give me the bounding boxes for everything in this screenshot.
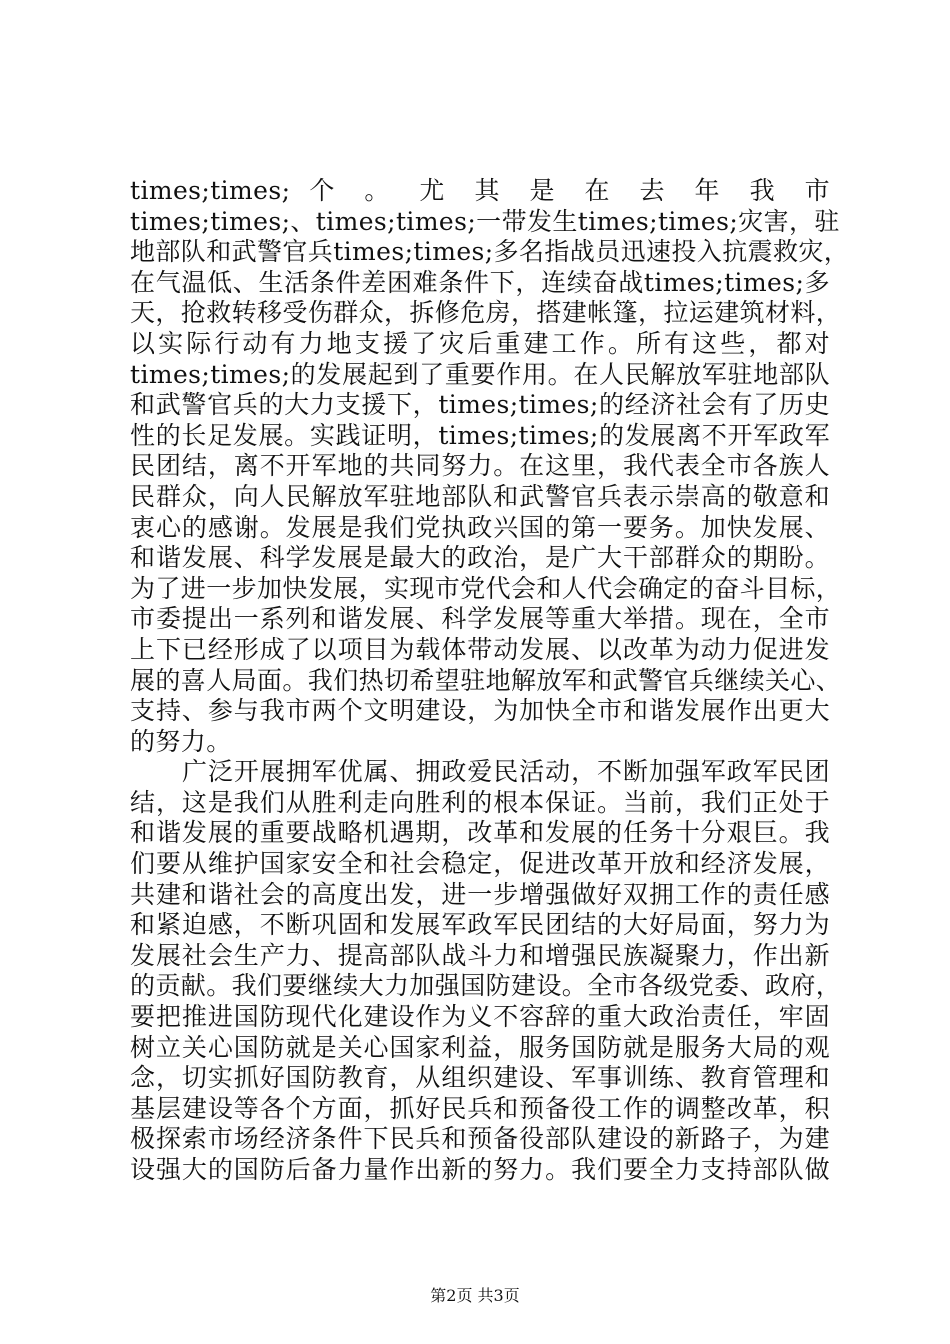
text-line: 的努力。 [130,726,232,756]
text-line: 共建和谐社会的高度出发，进一步增强做好双拥工作的责任感 [130,879,830,909]
text-line: 念，切实抓好国防教育，从组织建设、军事训练、教育管理和 [130,1063,830,1093]
text-line: times;times;、times;times;一带发生times;times;灾害，驻 [130,206,840,236]
text-line: 以实际行动有力地支援了灾后重建工作。所有这些，都对 [130,328,830,358]
text-line: 衷心的感谢。发展是我们党执政兴国的第一要务。加快发展、 [130,512,830,542]
text-line: 地部队和武警官兵times;times;多名指战员迅速投入抗震救灾， [130,237,850,267]
text-line: 天，抢救转移受伤群众，拆修危房，搭建帐篷，拉运建筑材料， [130,298,842,328]
page-number-label: 第2页 共3页 [430,1286,520,1305]
text-line: 展的喜人局面。我们热切希望驻地解放军和武警官兵继续关心、 [130,665,842,695]
text-line: 在气温低、生活条件差困难条件下，连续奋战times;times;多 [130,267,830,297]
document-body [130,176,850,1186]
text-line: 发展社会生产力、提高部队战斗力和增强民族凝聚力，作出新 [130,940,830,970]
text-line: 市委提出一系列和谐发展、科学发展等重大举措。现在，全市 [130,604,830,634]
text-line: 设强大的国防后备力量作出新的努力。我们要全力支持部队做 [130,1155,830,1184]
text-line: 基层建设等各个方面，抓好民兵和预备役工作的调整改革，积 [130,1093,830,1123]
text-line: times;times;的发展起到了重要作用。在人民解放军驻地部队 [130,359,830,389]
text-line: 和谐发展、科学发展是最大的政治，是广大干部群众的期盼。 [130,543,830,573]
text-line: 的贡献。我们要继续大力加强国防建设。全市各级党委、政府， [130,971,842,1001]
page-footer [0,1283,950,1306]
text-line: 树立关心国防就是关心国家利益，服务国防就是服务大局的观 [130,1032,830,1062]
text-line: 上下已经形成了以项目为载体带动发展、以改革为动力促进发 [130,634,830,664]
text-line: 结，这是我们从胜利走向胜利的根本保证。当前，我们正处于 [130,787,830,817]
text-line: 支持、参与我市两个文明建设，为加快全市和谐发展作出更大 [130,696,830,726]
text-line: 和紧迫感，不断巩固和发展军政军民团结的大好局面，努力为 [130,910,830,940]
text-line: 为了进一步加快发展，实现市党代会和人代会确定的奋斗目标， [130,573,842,603]
text-line: 们要从维护国家安全和社会稳定，促进改革开放和经济发展， [130,849,830,879]
text-line: 要把推进国防现代化建设作为义不容辞的重大政治责任，牢固 [130,1002,830,1032]
text-line: times;times; 个 。 尤 其 是 在 去 年 我 市 [130,176,830,205]
text-line: 民群众，向人民解放军驻地部队和武警官兵表示崇高的敬意和 [130,481,830,511]
text-line: 极探索市场经济条件下民兵和预备役部队建设的新路子，为建 [130,1124,830,1154]
text-line: 性的长足发展。实践证明，times;times;的发展离不开军政军 [130,420,830,450]
text-line: 民团结，离不开军地的共同努力。在这里，我代表全市各族人 [130,451,830,481]
paragraph-start-line: 广泛开展拥军优属、拥政爱民活动，不断加强军政军民团 [182,757,830,787]
text-line: 和谐发展的重要战略机遇期，改革和发展的任务十分艰巨。我 [130,818,830,848]
text-line: 和武警官兵的大力支援下，times;times;的经济社会有了历史 [130,390,830,420]
